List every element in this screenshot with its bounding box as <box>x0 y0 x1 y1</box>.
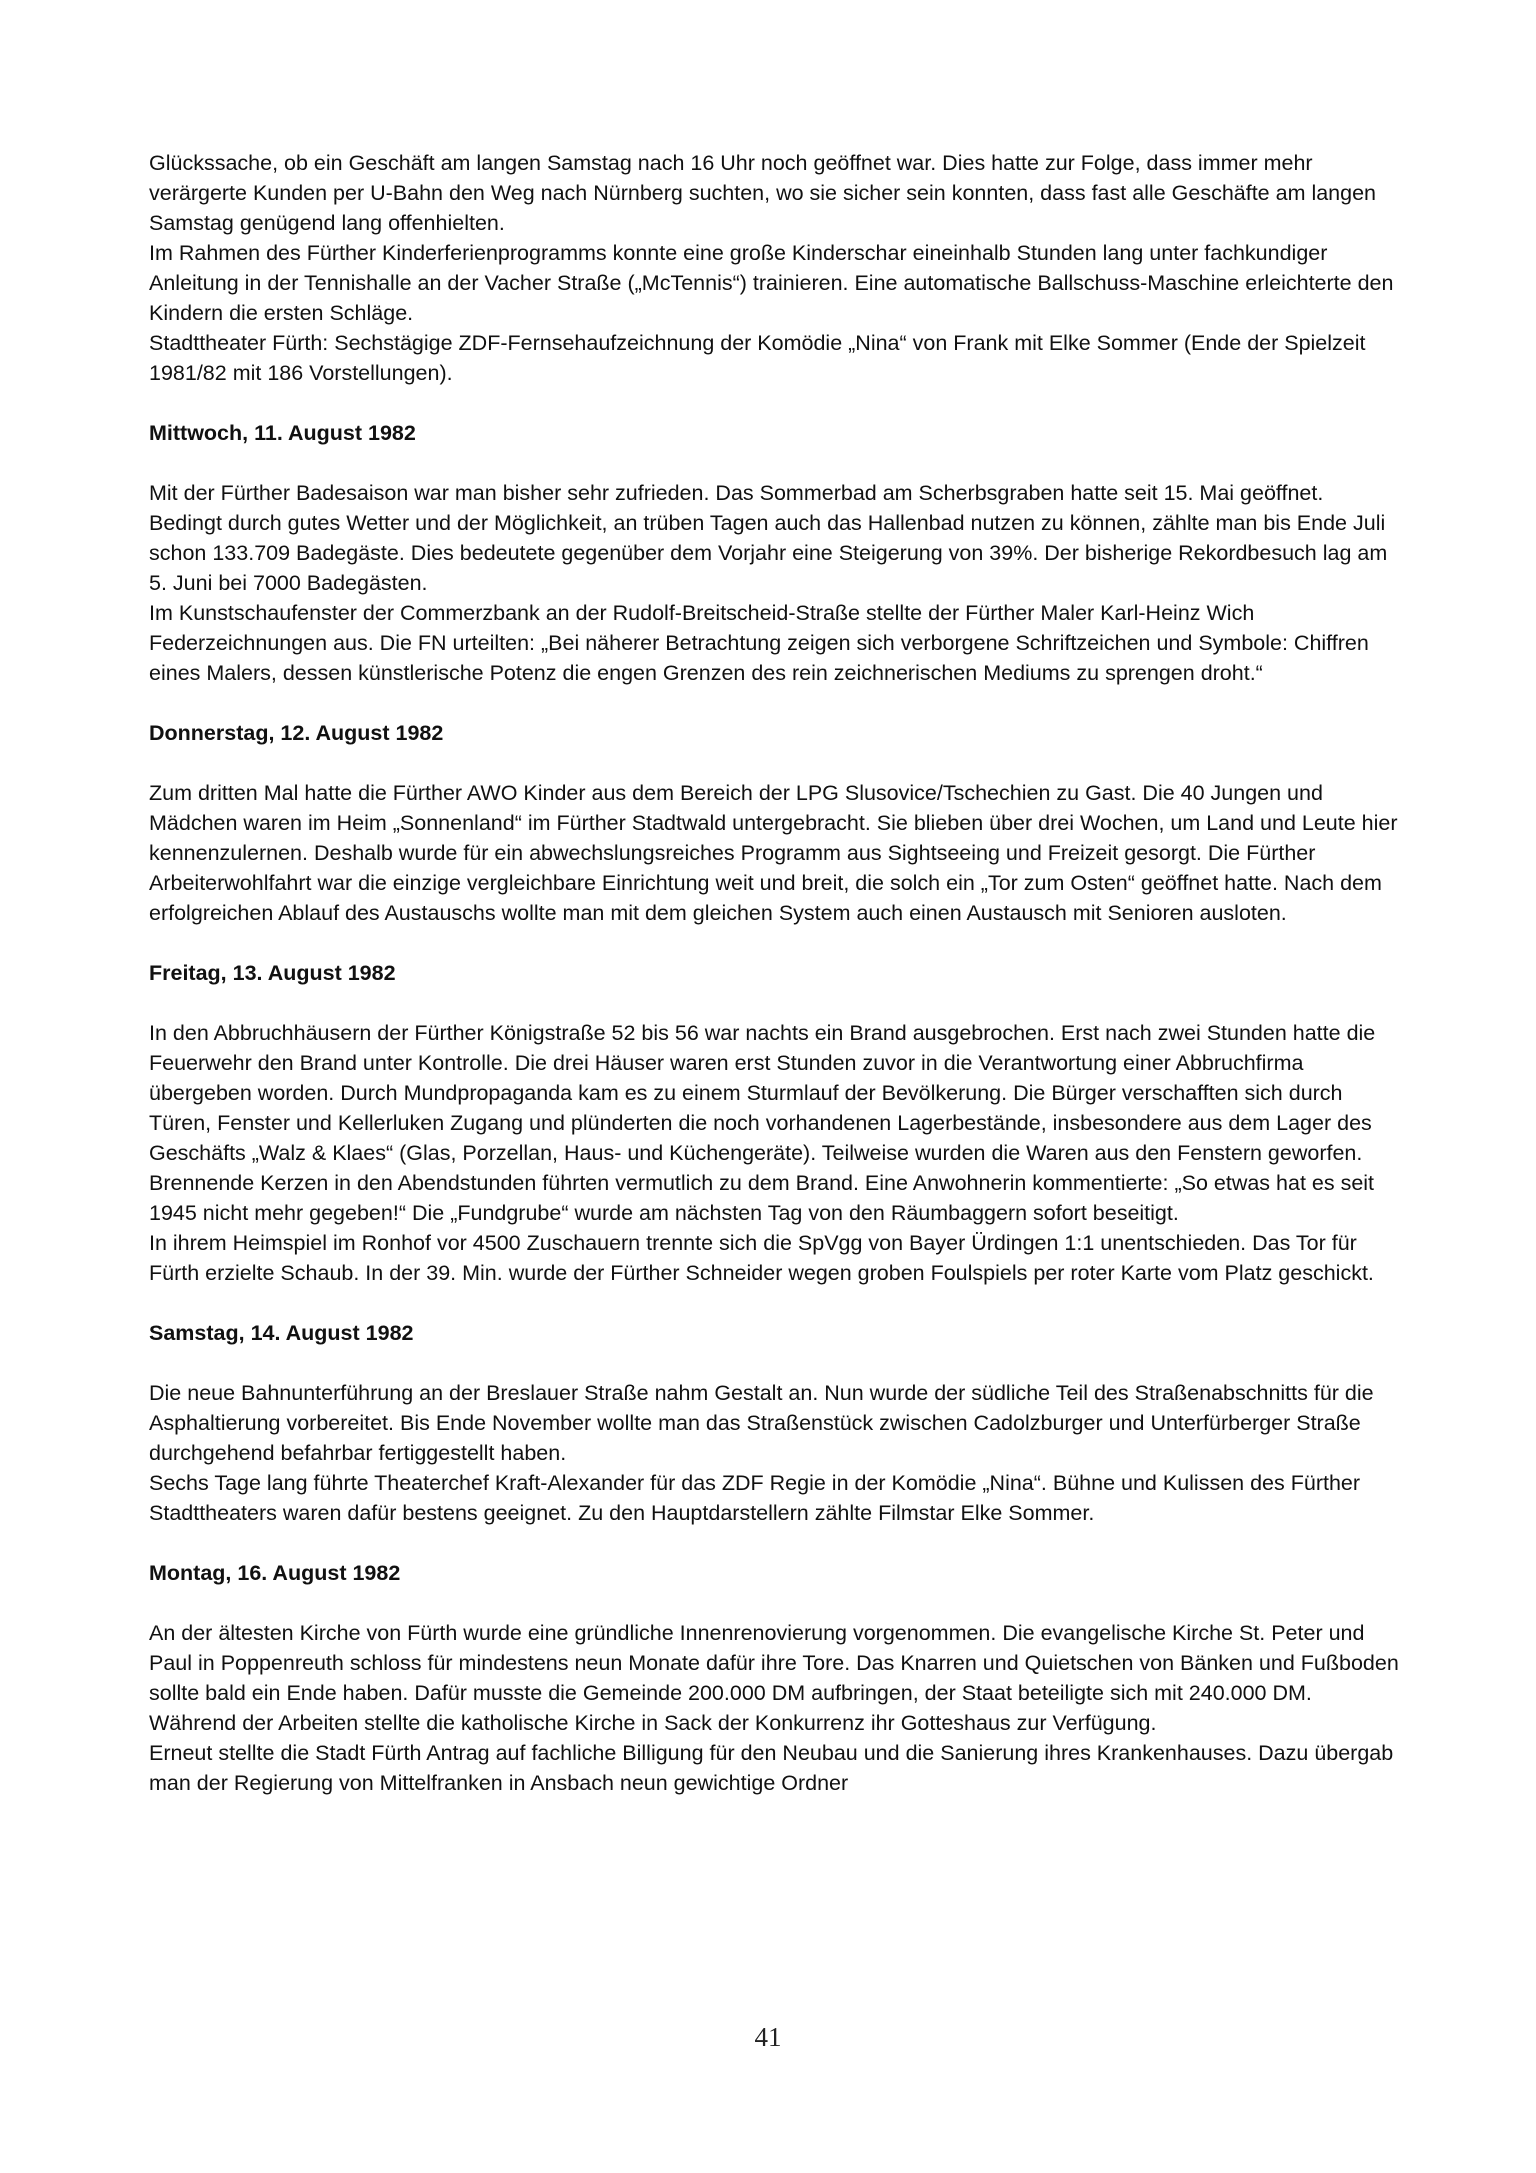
body-paragraph: An der ältesten Kirche von Fürth wurde eine gründliche Innenrenovierung vorgenommen. Die evangelische Kirche St. Peter und Paul in Poppenreuth schloss für mindestens neun Monate dafür ihre Tore. Das Knarren und Quietschen von Bänken und Fußboden sollte bald ein Ende haben. Dafür musste die Gemeinde 200.000 DM aufbringen, der Staat beteiligte sich mit 240.000 DM. Während der Arbeiten stellte die katholische Kirche in Sack der Konkurrenz ihr Gotteshaus zur Verfügung. <box>149 1621 1399 1735</box>
day-section <box>149 1558 1399 1798</box>
document-page <box>149 148 1399 1798</box>
body-paragraph: In ihrem Heimspiel im Ronhof vor 4500 Zuschauern trennte sich die SpVgg von Bayer Ürdingen 1:1 unentschieden. Das Tor für Fürth erzielte Schaub. In der 39. Min. wurde der Fürther Schneider wegen groben Foulspiels per roter Karte vom Platz geschickt. <box>149 1231 1374 1285</box>
body-paragraph: Erneut stellte die Stadt Fürth Antrag auf fachliche Billigung für den Neubau und die Sanierung ihres Krankenhauses. Dazu übergab man der Regierung von Mittelfranken in Ansbach neun gewichtige Ordner <box>149 1741 1394 1795</box>
day-heading: Donnerstag, 12. August 1982 <box>149 721 444 745</box>
day-heading: Mittwoch, 11. August 1982 <box>149 421 416 445</box>
intro-paragraph: Im Rahmen des Fürther Kinderferienprogramms konnte eine große Kinderschar eineinhalb Stunden lang unter fachkundiger Anleitung in der Tennishalle an der Vacher Straße („McTennis“) trainieren. Eine automatische Ballschuss-Maschine erleichterte den Kindern die ersten Schläge. <box>149 241 1394 325</box>
day-heading: Samstag, 14. August 1982 <box>149 1321 414 1345</box>
day-section <box>149 1318 1399 1528</box>
page-number: 41 <box>754 2022 782 2052</box>
intro-paragraph: Stadttheater Fürth: Sechstägige ZDF-Fernsehaufzeichnung der Komödie „Nina“ von Frank mit Elke Sommer (Ende der Spielzeit 1981/82 mit 186 Vorstellungen). <box>149 331 1366 385</box>
body-paragraph: Mit der Fürther Badesaison war man bisher sehr zufrieden. Das Sommerbad am Scherbsgraben hatte seit 15. Mai geöffnet. Bedingt durch gutes Wetter und der Möglichkeit, an trüben Tagen auch das Hallenbad nutzen zu können, zählte man bis Ende Juli schon 133.709 Badegäste. Dies bedeutete gegenüber dem Vorjahr eine Steigerung von 39%. Der bisherige Rekordbesuch lag am 5. Juni bei 7000 Badegästen. <box>149 481 1388 595</box>
body-paragraph: Zum dritten Mal hatte die Fürther AWO Kinder aus dem Bereich der LPG Slusovice/Tschechien zu Gast. Die 40 Jungen und Mädchen waren im Heim „Sonnenland“ im Fürther Stadtwald untergebracht. Sie blieben über drei Wochen, um Land und Leute hier kennenzulernen. Deshalb wurde für ein abwechslungsreiches Programm aus Sightseeing und Freizeit gesorgt. Die Fürther Arbeiterwohlfahrt war die einzige vergleichbare Einrichtung weit und breit, die solch ein „Tor zum Osten“ geöffnet hatte. Nach dem erfolgreichen Ablauf des Austauschs wollte man mit dem gleichen System auch einen Austausch mit Senioren ausloten. <box>149 781 1398 925</box>
body-paragraph: Sechs Tage lang führte Theaterchef Kraft-Alexander für das ZDF Regie in der Komödie „Nina“. Bühne und Kulissen des Fürther Stadttheaters waren dafür bestens geeignet. Zu den Hauptdarstellern zählte Filmstar Elke Sommer. <box>149 1471 1361 1525</box>
body-paragraph: Im Kunstschaufenster der Commerzbank an der Rudolf-Breitscheid-Straße stellte der Fürther Maler Karl-Heinz Wich Federzeichnungen aus. Die FN urteilten: „Bei näherer Betrachtung zeigen sich verborgene Schriftzeichen und Symbole: Chiffren eines Malers, dessen künstlerische Potenz die engen Grenzen des rein zeichnerischen Mediums zu sprengen droht.“ <box>149 601 1369 685</box>
day-heading: Freitag, 13. August 1982 <box>149 961 396 985</box>
intro-paragraph: Glückssache, ob ein Geschäft am langen Samstag nach 16 Uhr noch geöffnet war. Dies hatte zur Folge, dass immer mehr verärgerte Kunden per U-Bahn den Weg nach Nürnberg suchten, wo sie sicher sein konnten, dass fast alle Geschäfte am langen Samstag genügend lang offenhielten. <box>149 151 1377 235</box>
day-section <box>149 718 1399 928</box>
body-paragraph: In den Abbruchhäusern der Fürther Königstraße 52 bis 56 war nachts ein Brand ausgebrochen. Erst nach zwei Stunden hatte die Feuerwehr den Brand unter Kontrolle. Die drei Häuser waren erst Stunden zuvor in die Verantwortung einer Abbruchfirma übergeben worden. Durch Mundpropaganda kam es zu einem Sturmlauf der Bevölkerung. Die Bürger verschafften sich durch Türen, Fenster und Kellerluken Zugang und plünderten die noch vorhandenen Lagerbestände, insbesondere aus dem Lager des Geschäfts „Walz & Klaes“ (Glas, Porzellan, Haus- und Küchengeräte). Teilweise wurden die Waren aus den Fenstern geworfen. Brennende Kerzen in den Abendstunden führten vermutlich zu dem Brand. Eine Anwohnerin kommentierte: „So etwas hat es seit 1945 nicht mehr gegeben!“ Die „Fundgrube“ wurde am nächsten Tag von den Räumbaggern sofort beseitigt. <box>149 1021 1376 1225</box>
day-heading: Montag, 16. August 1982 <box>149 1561 401 1585</box>
day-section <box>149 418 1399 688</box>
day-section <box>149 958 1399 1288</box>
body-paragraph: Die neue Bahnunterführung an der Breslauer Straße nahm Gestalt an. Nun wurde der südliche Teil des Straßenabschnitts für die Asphaltierung vorbereitet. Bis Ende November wollte man das Straßenstück zwischen Cadolzburger und Unterfürberger Straße durchgehend befahrbar fertiggestellt haben. <box>149 1381 1374 1465</box>
